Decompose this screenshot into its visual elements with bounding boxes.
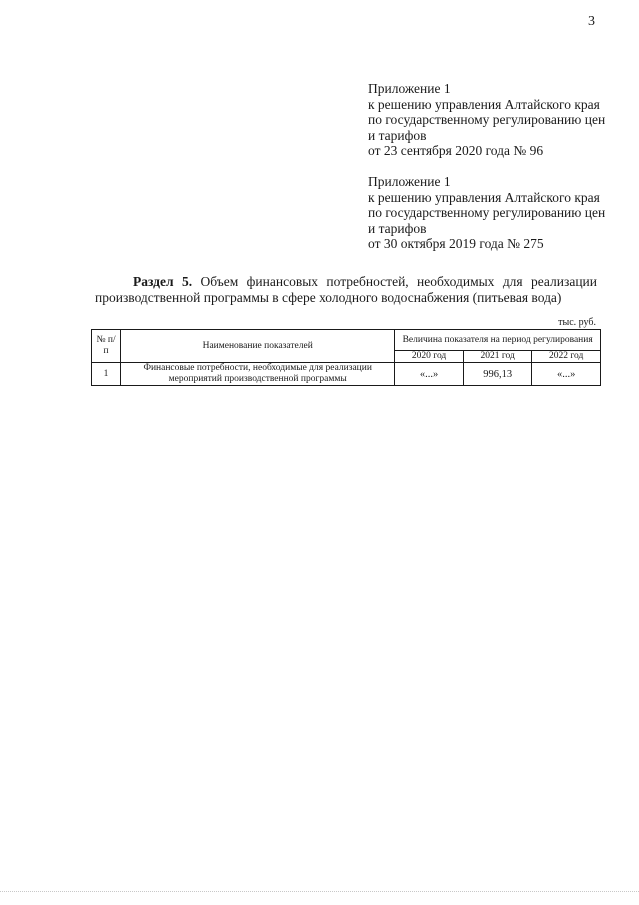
row-value: «...» [532, 363, 601, 386]
appendix-line: и тарифов [368, 220, 427, 236]
header-period: Величина показателя на период регулирования [395, 330, 601, 351]
appendix-line: по государственному регулированию цен [368, 112, 606, 128]
section-label: Раздел 5. [133, 274, 193, 289]
page-number: 3 [588, 14, 595, 29]
appendix-line: к решению управления Алтайского края [368, 96, 600, 112]
table-row [92, 363, 601, 386]
appendix-header-current [368, 81, 605, 159]
appendix-line: по государственному регулированию цен [368, 205, 606, 221]
section-text: Объем финансовых потребностей, необходимых для реализации производственной программы в сфере холодного водоснабжения (питьевая вода) [95, 274, 597, 305]
appendix-line: к решению управления Алтайского края [368, 189, 600, 205]
header-num: № п/п [92, 330, 121, 363]
row-value: 996,13 [463, 363, 532, 386]
scan-edge-line [0, 891, 639, 892]
section-title [95, 274, 597, 306]
header-year: 2022 год [532, 351, 601, 363]
units-label: тыс. руб. [558, 317, 596, 328]
appendix-line: и тарифов [368, 127, 427, 143]
row-name: Финансовые потребности, необходимые для реализации мероприятий производственной программы [121, 363, 395, 386]
appendix-line: от 23 сентября 2020 года № 96 [368, 143, 544, 159]
header-name: Наименование показателей [121, 330, 395, 363]
header-year: 2021 год [463, 351, 532, 363]
table-header-row [92, 330, 601, 351]
appendix-header-original [368, 174, 605, 252]
appendix-line: от 30 октября 2019 года № 275 [368, 236, 544, 252]
appendix-line: Приложение 1 [368, 174, 451, 189]
appendix-line: Приложение 1 [368, 81, 451, 96]
header-year: 2020 год [395, 351, 464, 363]
financial-needs-table [91, 329, 601, 386]
row-num: 1 [92, 363, 121, 386]
row-value: «...» [395, 363, 464, 386]
